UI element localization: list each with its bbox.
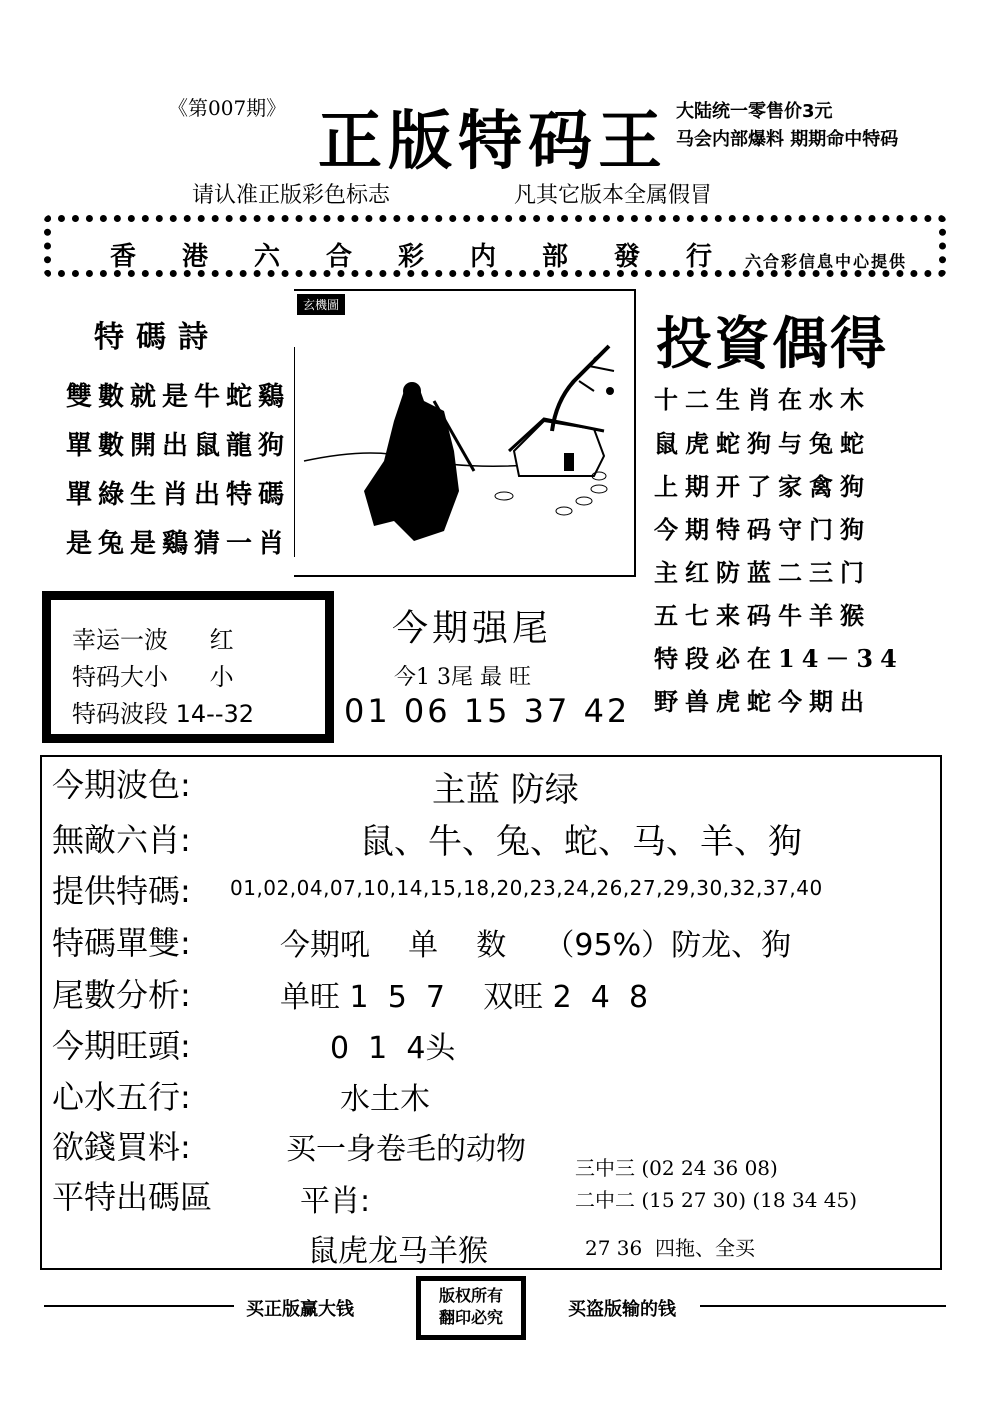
price-line-2: 马会内部爆料 期期命中特码 — [676, 129, 899, 150]
row-value: 水土木 — [340, 1082, 430, 1117]
price-info — [676, 98, 898, 154]
lucky-label: 幸运一波 — [72, 626, 168, 654]
three-in-three: 三中三 (02 24 36 08) — [575, 1156, 778, 1180]
ping-zodiac: 鼠虎龙马羊猴 — [308, 1234, 488, 1269]
row-value: 买一身卷毛的动物 — [286, 1132, 526, 1167]
row-label: 尾數分析: — [52, 976, 191, 1014]
illustration-frame — [294, 289, 636, 577]
verse-line: 特段必在14－34 — [654, 644, 904, 673]
lucky-value: 红 — [209, 626, 234, 654]
copyright-box — [416, 1276, 526, 1340]
verse-line: 主红防蓝二三门 — [654, 558, 871, 587]
verse-line: 野兽虎蛇今期出 — [654, 687, 871, 716]
verse-line: 今期特码守门狗 — [654, 515, 871, 544]
row-value: 单旺 1 5 7 双旺 2 4 8 — [280, 980, 649, 1015]
verse-line: 上期开了家禽狗 — [654, 472, 871, 501]
footer-rule-right — [700, 1305, 946, 1307]
illustration-drawing — [294, 291, 634, 577]
row-label: 無敵六肖: — [52, 821, 191, 859]
price-line-1: 大陆统一零售价3元 — [676, 101, 833, 122]
lucky-row — [72, 694, 254, 729]
warning-right: 凡其它版本全属假冒 — [514, 183, 713, 208]
row-value: 01,02,04,07,10,14,15,18,20,23,24,26,27,29,30,32,37,40 — [230, 876, 823, 900]
poem-line: 單綠生肖出特碼 — [66, 480, 291, 510]
poem-line: 是兔是鷄猜一肖 — [66, 529, 291, 559]
copyright-line-2: 翻印必究 — [438, 1308, 503, 1327]
two-in-two: 二中二 (15 27 30) (18 34 45) — [575, 1188, 858, 1212]
verse-line: 十二生肖在水木 — [654, 385, 871, 414]
poem-title: 特碼詩 — [94, 320, 220, 355]
row-value: 主蓝 防绿 — [432, 770, 579, 810]
banner-main-text: 香港六合彩内部發行 — [110, 242, 759, 272]
row-value: 今期吼 单 数 （95%）防龙、狗 — [280, 928, 792, 963]
row-label: 提供特碼: — [52, 872, 191, 910]
strong-tail-numbers: 01 06 15 37 42 — [344, 692, 631, 730]
issue-number: 《第007期》 — [168, 96, 287, 120]
lucky-label: 特码大小 — [72, 663, 168, 691]
strong-tail-title: 今期强尾 — [392, 608, 553, 649]
footer-rule-left — [44, 1305, 234, 1307]
strong-tail-sub: 今1 3尾 最 旺 — [394, 665, 531, 690]
lucky-row — [72, 620, 234, 655]
row-label: 欲錢買料: — [52, 1128, 191, 1166]
row-label: 今期波色: — [52, 766, 191, 804]
poem-line: 雙數就是牛蛇鷄 — [66, 382, 291, 412]
copyright-line-1: 版权所有 — [438, 1286, 503, 1305]
page-title: 正版特码王 — [318, 105, 668, 179]
footer-right-text: 买盗版输的钱 — [568, 1299, 676, 1320]
row-value: 鼠、牛、兔、蛇、马、羊、狗 — [360, 822, 802, 862]
lucky-value: 小 — [209, 663, 234, 691]
row-label: 平特出碼區 — [52, 1178, 213, 1216]
four-drag: 27 36 四拖、全买 — [585, 1236, 755, 1260]
row-label: 今期旺頭: — [52, 1027, 191, 1065]
poem-line: 單數開出鼠龍狗 — [66, 431, 291, 461]
footer-left-text: 买正版赢大钱 — [246, 1299, 354, 1320]
lucky-value: 14--32 — [175, 700, 255, 728]
picture-label: 玄機圖 — [297, 294, 345, 315]
lucky-row — [72, 657, 234, 692]
banner-side-text: 六合彩信息中心提供 — [745, 252, 908, 271]
verse-line: 五七来码牛羊猴 — [654, 601, 871, 630]
lucky-label: 特码波段 — [72, 700, 168, 728]
row-value: 0 1 4头 — [330, 1031, 456, 1066]
verse-line: 鼠虎蛇狗与兔蛇 — [654, 429, 871, 458]
invest-title: 投資偶得 — [656, 312, 888, 377]
row-label: 特碼單雙: — [52, 924, 191, 962]
warning-left: 请认准正版彩色标志 — [192, 183, 391, 208]
row-label: 心水五行: — [52, 1078, 191, 1116]
row-value: 平肖: — [300, 1184, 371, 1219]
